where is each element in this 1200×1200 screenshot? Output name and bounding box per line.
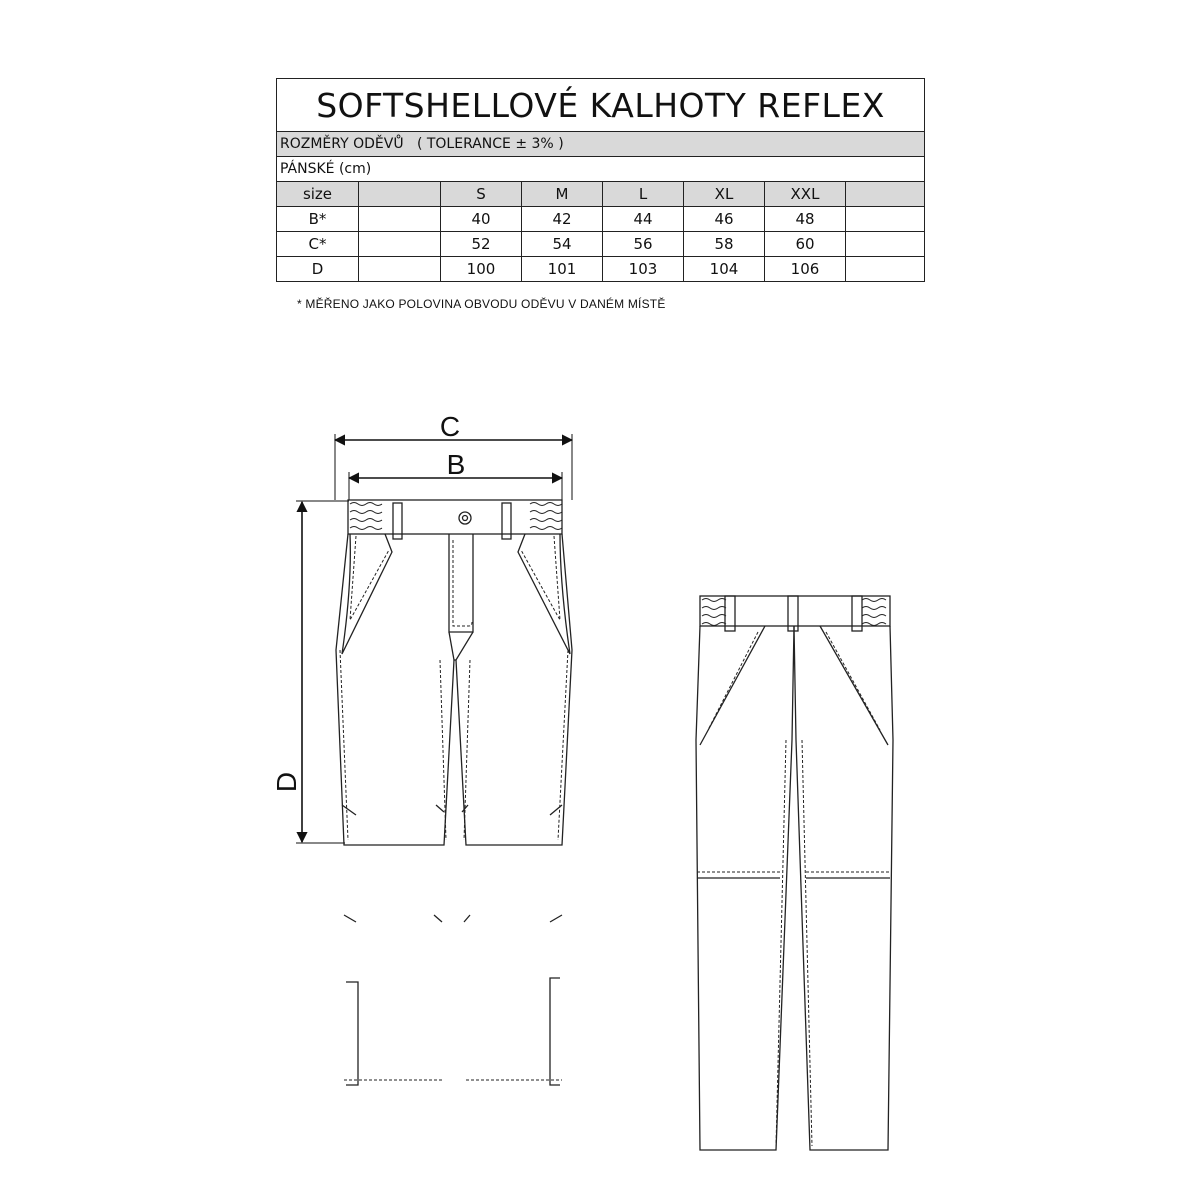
row-label: B* — [277, 207, 359, 232]
table-cell: 42 — [522, 207, 603, 232]
dimension-d-label: D — [271, 771, 302, 793]
table-cell: 46 — [684, 207, 765, 232]
table-cell: 103 — [603, 257, 684, 282]
tolerance-label: ( TOLERANCE ± 3% ) — [416, 136, 564, 152]
row-label: D — [277, 257, 359, 282]
table-cell: 52 — [441, 232, 522, 257]
size-header-m: M — [522, 182, 603, 207]
size-header-label: size — [277, 182, 359, 207]
dimension-b — [349, 449, 562, 500]
table-cell: 56 — [603, 232, 684, 257]
table-cell: 104 — [684, 257, 765, 282]
gender-label: PÁNSKÉ (cm) — [277, 157, 925, 182]
table-title: SOFTSHELLOVÉ KALHOTY REFLEX — [277, 79, 925, 132]
table-cell: 106 — [765, 257, 846, 282]
dimension-b-label: B — [446, 449, 466, 480]
table-cell: 58 — [684, 232, 765, 257]
size-header-l: L — [603, 182, 684, 207]
table-cell: 100 — [441, 257, 522, 282]
table-cell: 54 — [522, 232, 603, 257]
pants-back-view — [696, 596, 893, 1150]
table-cell: 60 — [765, 232, 846, 257]
table-cell: 44 — [603, 207, 684, 232]
size-header-xxl: XXL — [765, 182, 846, 207]
dimensions-label: ROZMĚRY ODĚVŮ — [280, 136, 404, 152]
table-cell: 101 — [522, 257, 603, 282]
row-label: C* — [277, 232, 359, 257]
table-cell: 48 — [765, 207, 846, 232]
table-cell: 40 — [441, 207, 522, 232]
size-header-xl: XL — [684, 182, 765, 207]
measurement-footnote: * MĚŘENO JAKO POLOVINA OBVODU ODĚVU V DANÉM MÍSTĚ — [297, 297, 666, 311]
pants-front-view — [336, 500, 572, 1085]
dimension-c-label: C — [439, 411, 461, 442]
size-header-s: S — [441, 182, 522, 207]
